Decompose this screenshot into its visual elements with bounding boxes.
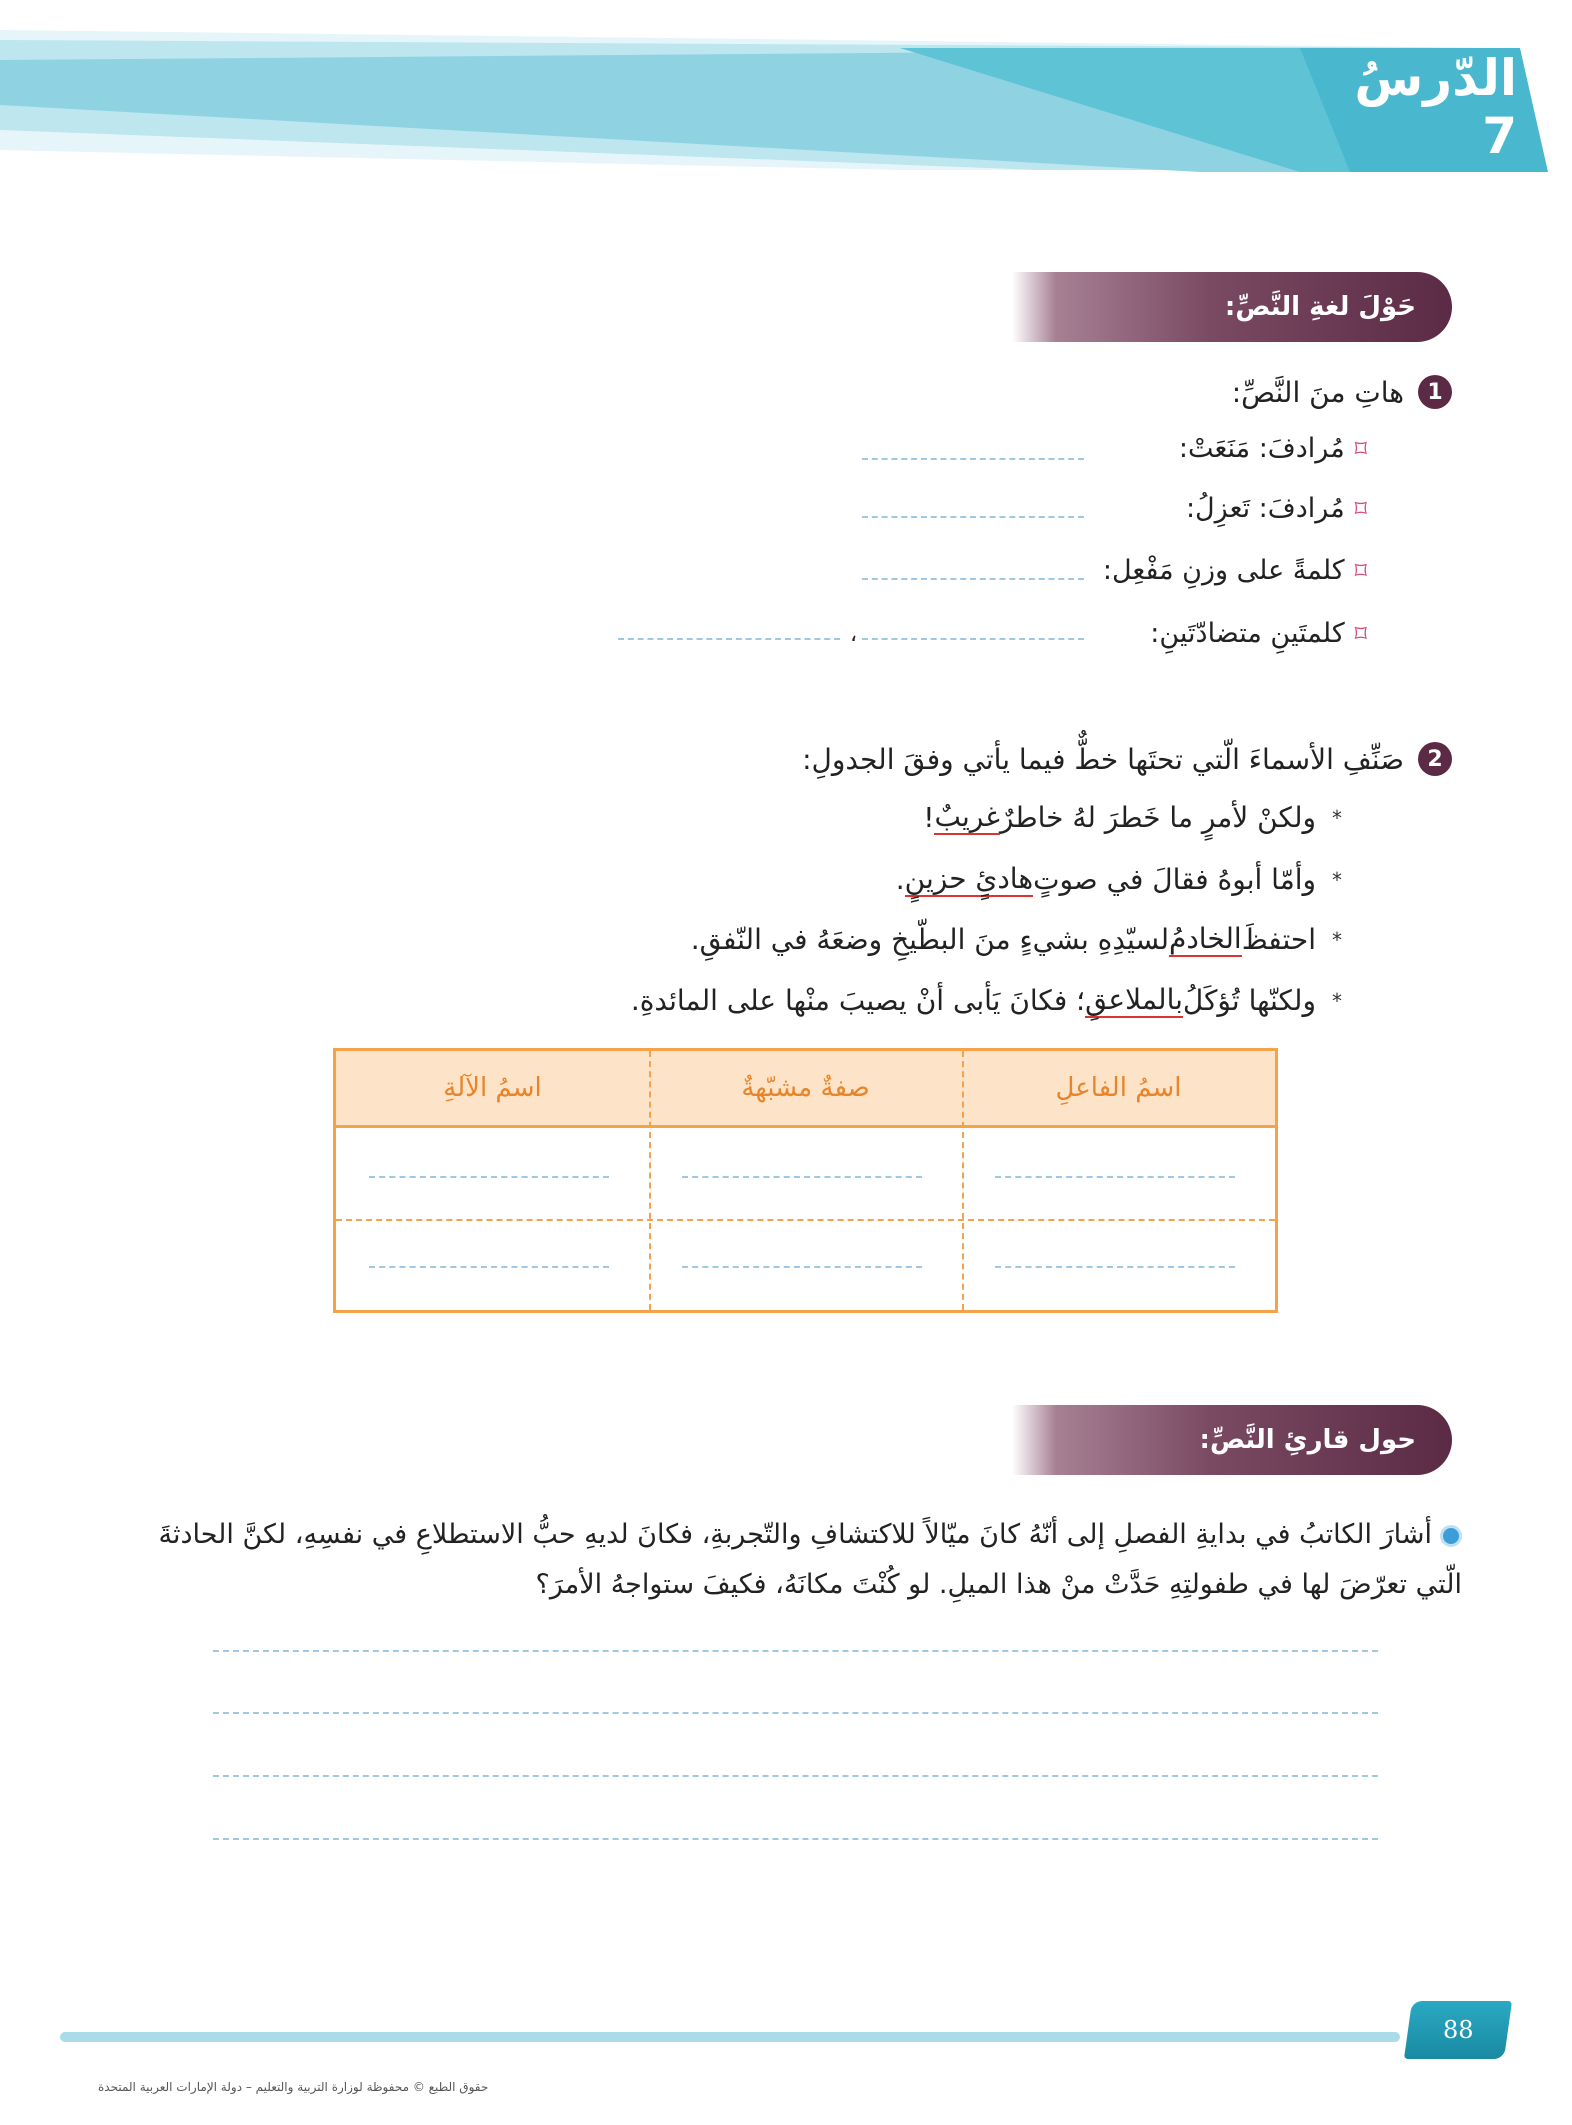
underlined-noun: الخادمُ [1168, 922, 1242, 955]
q1-item-antonyms [1150, 618, 1367, 649]
section-title: حَوْلَ لغةِ النَّصِّ: [1224, 292, 1416, 322]
column-divider [649, 1051, 651, 1310]
section-header-text-reader [1012, 1405, 1452, 1475]
lesson-word: الدّرسُ [1354, 49, 1517, 107]
q1-item-synonym-2 [1186, 493, 1367, 524]
sentence-text: لسيّدِهِ بشيءٍ منَ البطّيخِ وضعَهُ في النّفقِ. [690, 923, 1169, 956]
sentence-text: وأمّا أبوهُ فقالَ في صوتٍ [1033, 863, 1316, 896]
copyright-notice: حقوق الطبع © محفوظة لوزارة التربية والتعليم – دولة الإمارات العربية المتحدة [98, 2080, 489, 2094]
q1-item-pattern-word [1103, 555, 1367, 586]
section-title: حول قارئِ النَّصِّ: [1199, 1425, 1416, 1455]
writing-line[interactable] [213, 1712, 1378, 1714]
answer-line[interactable] [862, 578, 1084, 580]
comma-separator: ، [850, 622, 858, 647]
footer-bar [60, 2032, 1400, 2042]
table-header-instrument-noun: اسمُ الآلةِ [443, 1073, 542, 1103]
sentence-text: ! [923, 801, 935, 834]
section-header-text-language [1012, 272, 1452, 342]
answer-line[interactable] [618, 638, 840, 640]
q1-item-synonym-1 [1179, 433, 1367, 464]
table-cell-answer-line[interactable] [682, 1176, 922, 1178]
question-2 [802, 742, 1452, 776]
sentence-1 [923, 800, 1342, 835]
row-divider [336, 1219, 1275, 1221]
asterisk-icon: * [1332, 988, 1342, 1013]
sentence-2 [896, 862, 1342, 897]
table-header-adjective: صفةٌ مشبّهةٌ [741, 1073, 870, 1103]
answer-line[interactable] [862, 638, 1084, 640]
answer-line[interactable] [862, 516, 1084, 518]
item-label: مُرادفَ: تَعزِلُ: [1185, 493, 1345, 524]
sentence-text: ولكنْ لأمرٍ ما خَطرَ لهُ خاطرٌ [999, 801, 1316, 834]
underlined-noun: هادئٍ حزينٍ [904, 862, 1034, 895]
sentence-3 [691, 922, 1342, 957]
item-label: كلمتَينِ متضادّتَينِ: [1150, 618, 1345, 649]
bullet-icon: ⌑ [1354, 619, 1367, 648]
item-label: مُرادفَ: مَنَعَتْ: [1178, 433, 1345, 464]
page-number-tab [1404, 2001, 1512, 2059]
question-number-badge: 1 [1418, 375, 1452, 409]
reader-question-text: أشارَ الكاتبُ في بدايةِ الفصلِ إلى أنّهُ كانَ ميّالاً للاكتشافِ والتّجربةِ، فكانَ لديهِ حبُّ الاستطلاعِ في نفسِهِ، لكنَّ الحادثةَ الّتي تعرّضَ لها في طفولتِهِ حَدَّتْ منْ هذا الميلِ. لو كُنْتَ مكانَهُ، فكيفَ ستواجهُ الأمرَ؟ [158, 1519, 1462, 1600]
bullet-icon: ⌑ [1354, 434, 1367, 463]
sentence-4 [631, 983, 1342, 1018]
question-number-badge: 2 [1418, 742, 1452, 776]
table-cell-answer-line[interactable] [995, 1176, 1235, 1178]
writing-line[interactable] [213, 1838, 1378, 1840]
table-header-active-participle: اسمُ الفاعلِ [1055, 1073, 1182, 1103]
item-label: كلمةً على وزنِ مَفْعِل: [1102, 555, 1345, 586]
lesson-label [1337, 48, 1517, 164]
table-cell-answer-line[interactable] [995, 1266, 1235, 1268]
sentence-text: ولكنّها تُؤكَلُ [1182, 984, 1316, 1017]
column-divider [962, 1051, 964, 1310]
underlined-noun: غريبٌ [934, 800, 1000, 833]
question-prompt: صَنِّفِ الأسماءَ الّتي تحتَها خطٌّ فيما يأتي وفقَ الجدولِ: [802, 742, 1404, 776]
table-cell-answer-line[interactable] [369, 1176, 609, 1178]
reader-question [122, 1510, 1462, 1610]
sentence-text: احتفظَ [1241, 923, 1316, 956]
question-prompt: هاتِ منَ النَّصِّ: [1231, 375, 1404, 409]
asterisk-icon: * [1332, 927, 1342, 952]
asterisk-icon: * [1332, 867, 1342, 892]
page-number: 88 [1442, 2016, 1474, 2044]
writing-line[interactable] [213, 1650, 1378, 1652]
answer-line[interactable] [862, 458, 1084, 460]
table-cell-answer-line[interactable] [369, 1266, 609, 1268]
table-cell-answer-line[interactable] [682, 1266, 922, 1268]
question-1 [1232, 375, 1452, 409]
writing-line[interactable] [213, 1775, 1378, 1777]
sentence-text: . [895, 863, 905, 896]
classification-table [333, 1048, 1278, 1313]
table-header-row [336, 1051, 1275, 1128]
lesson-number: 7 [1482, 107, 1517, 165]
asterisk-icon: * [1332, 805, 1342, 830]
bullet-icon: ⌑ [1354, 494, 1367, 523]
bullet-dot-icon [1440, 1525, 1462, 1547]
underlined-noun: بالملاعقِ [1085, 983, 1183, 1016]
sentence-text: ؛ فكانَ يَأبى أنْ يصيبَ منْها على المائدةِ. [630, 984, 1086, 1017]
bullet-icon: ⌑ [1354, 556, 1367, 585]
